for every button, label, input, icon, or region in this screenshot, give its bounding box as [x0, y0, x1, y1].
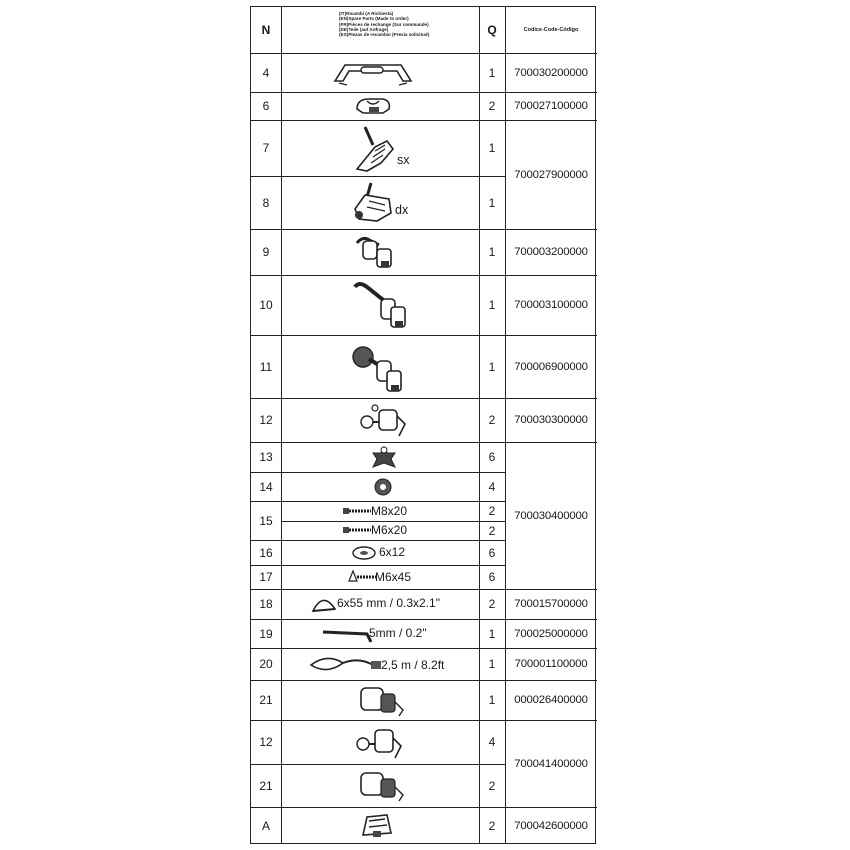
- row-q: 1: [488, 298, 496, 312]
- row-q: 1: [488, 245, 496, 259]
- row-n: A: [261, 819, 270, 833]
- header-legend: (IT)Ricambi (A Richiesta) (EN)Spare Parts (Made to order) (FR)Pièces de rechange (Sur commande) (DE)Teile (auf Anfrage) (ES)Piezas de recambio (Previa solicitud): [339, 11, 430, 38]
- column-divider: [281, 7, 282, 843]
- row-q: 2: [488, 504, 496, 518]
- row-q: 2: [488, 819, 496, 833]
- row-n: 16: [259, 545, 273, 560]
- row-n: 21: [259, 778, 273, 793]
- row-divider: [251, 540, 505, 541]
- row-q: 6: [488, 570, 496, 584]
- washer-part-icon: [373, 477, 393, 497]
- knob-clamp-part-icon: [355, 684, 409, 718]
- row-code: 700042600000: [514, 820, 588, 832]
- knob-clamp-part-icon: [355, 724, 411, 762]
- row-code: 700027900000: [514, 168, 588, 181]
- row-n: 9: [262, 245, 270, 259]
- row-n: 21: [259, 693, 273, 707]
- row-divider: [281, 521, 505, 522]
- row-n: 6: [262, 99, 270, 113]
- clip-part-icon: [353, 95, 395, 117]
- row-divider: [251, 565, 505, 566]
- row-code: 700041400000: [514, 757, 588, 770]
- header-q: Q: [487, 23, 497, 37]
- row-n: 8: [262, 195, 270, 210]
- row-n: 19: [259, 626, 273, 641]
- row-n: 4: [262, 65, 270, 80]
- table-header: [251, 7, 595, 53]
- part-label: 6x55 mm / 0.3x2.1": [337, 596, 440, 610]
- row-q: 6: [488, 450, 496, 464]
- row-q: 4: [488, 479, 496, 494]
- clamp-part-icon: [349, 233, 401, 273]
- part-label: M8x20: [371, 504, 408, 518]
- row-code: 700003100000: [514, 299, 588, 311]
- row-q: 1: [488, 141, 496, 155]
- row-q: 2: [488, 99, 496, 113]
- row-q: 2: [488, 778, 496, 793]
- lever-right-part-icon: [347, 179, 397, 227]
- row-n: 11: [259, 359, 273, 374]
- row-n: 20: [259, 657, 273, 671]
- row-code: 700015700000: [514, 598, 588, 610]
- cable-lock-part-icon: [307, 651, 383, 677]
- knob-clamp-part-icon: [355, 769, 409, 803]
- row-n: 17: [259, 570, 273, 584]
- row-code: 700027100000: [514, 100, 588, 112]
- star-knob-part-icon: [369, 445, 399, 471]
- part-label: sx: [397, 153, 410, 167]
- row-n: 13: [259, 450, 273, 464]
- row-code: 700030200000: [514, 66, 588, 79]
- part-label: 5mm / 0.2": [369, 626, 427, 640]
- row-q: 1: [488, 359, 496, 374]
- row-n: 10: [259, 298, 273, 312]
- row-divider: [251, 176, 505, 177]
- row-q: 1: [488, 657, 496, 671]
- row-q: 4: [488, 735, 496, 749]
- row-code: 000026400000: [514, 694, 588, 706]
- screw-part-icon: [345, 569, 379, 585]
- knob-part-icon: [359, 402, 413, 440]
- part-label: 6x12: [379, 545, 406, 559]
- row-code: 700006900000: [514, 360, 588, 373]
- row-code: 700025000000: [514, 627, 588, 640]
- lever-left-part-icon: [351, 123, 399, 175]
- row-q: 1: [488, 65, 496, 80]
- row-code: 700003200000: [514, 246, 588, 258]
- row-q: 1: [488, 626, 496, 641]
- part-label: M6x45: [375, 570, 412, 584]
- bolt-m8-icon: [341, 505, 373, 517]
- row-n: 12: [259, 413, 273, 427]
- allen-key-part-icon: [321, 624, 375, 644]
- row-divider: [251, 472, 505, 473]
- part-label: M6x20: [371, 523, 408, 537]
- row-q: 2: [488, 597, 496, 611]
- ratchet-clamp-part-icon: [349, 341, 409, 397]
- clip-loop-part-icon: [309, 593, 339, 615]
- header-code: Codice-Code-Código: [523, 27, 579, 33]
- row-q: 2: [488, 523, 496, 538]
- row-q: 1: [488, 693, 496, 707]
- row-divider: [251, 764, 505, 765]
- adapter-part-icon: [357, 811, 397, 841]
- row-divider: [251, 501, 505, 502]
- row-code: 700001100000: [514, 658, 588, 670]
- spare-parts-table: [250, 6, 596, 844]
- row-q: 6: [488, 545, 496, 560]
- row-n: 18: [259, 597, 273, 611]
- part-label: 2,5 m / 8.2ft: [381, 658, 445, 672]
- row-n: 15: [259, 513, 273, 528]
- row-n: 7: [262, 141, 270, 155]
- row-n: 12: [259, 735, 273, 749]
- bolt-m6-icon: [341, 524, 373, 536]
- flat-washer-part-icon: [351, 545, 377, 561]
- row-q: 2: [488, 413, 496, 427]
- long-clamp-part-icon: [347, 279, 417, 333]
- row-code: 700030300000: [514, 414, 588, 426]
- row-q: 1: [488, 195, 496, 210]
- header-n: N: [261, 23, 271, 37]
- row-n: 14: [259, 479, 273, 494]
- bracket-part-icon: [331, 57, 415, 89]
- row-code: 700030400000: [514, 509, 588, 522]
- part-label: dx: [395, 203, 409, 217]
